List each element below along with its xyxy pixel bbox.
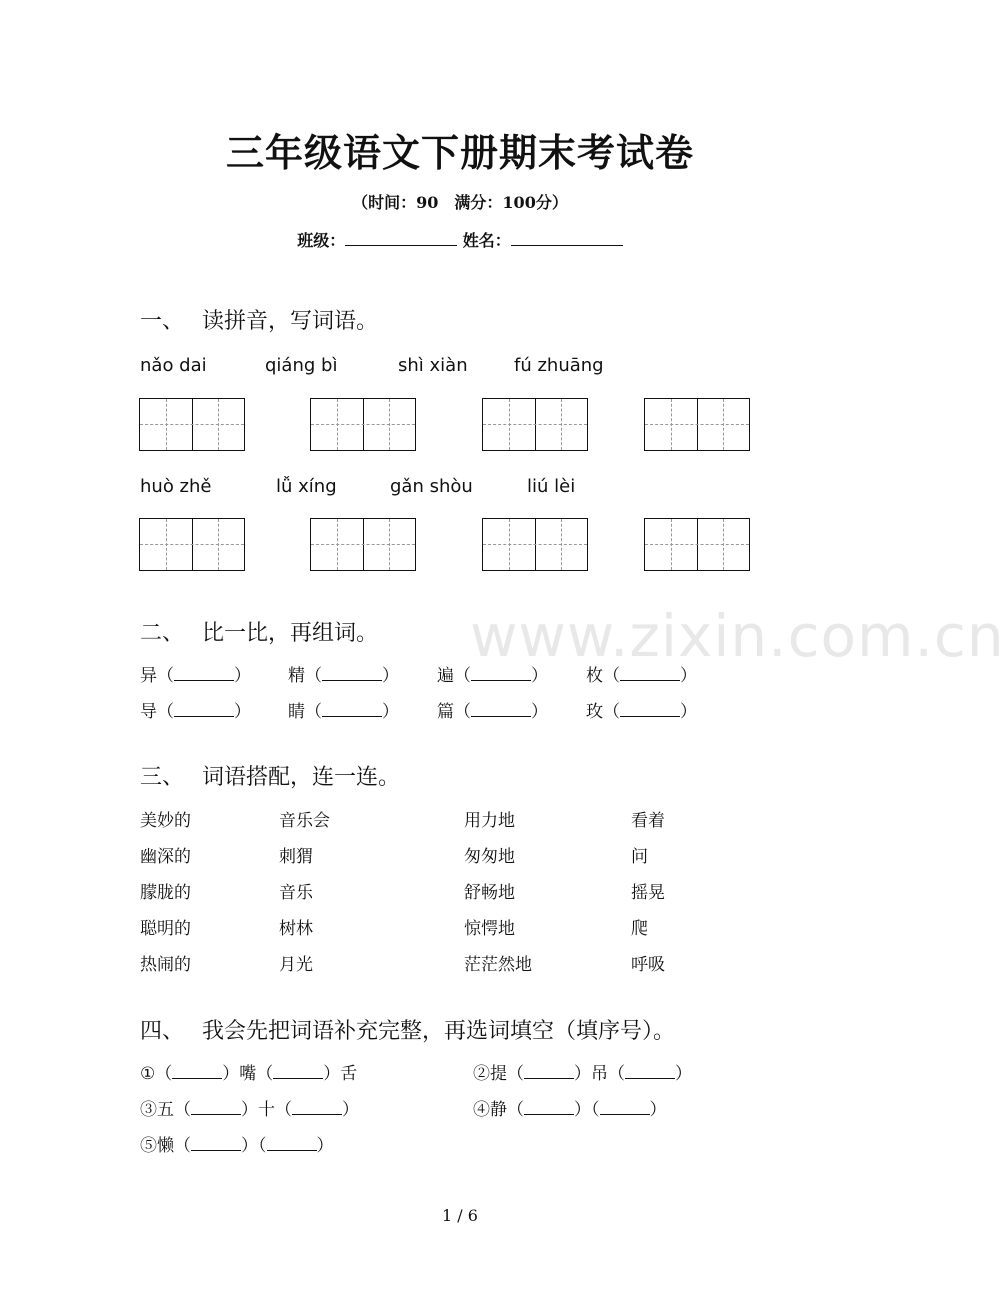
fill-item-5[interactable]: ⑤懒（ ）（ ） [140,1136,334,1156]
match-word[interactable]: 音乐 [279,883,313,903]
match-word[interactable]: 月光 [279,955,313,975]
pinyin-label: shì xiàn [398,355,468,376]
section-number: 二、 [140,621,185,646]
writing-grid[interactable] [644,398,750,451]
match-word[interactable]: 美妙的 [140,811,191,831]
section-4-heading [140,1014,675,1045]
writing-grid[interactable] [139,398,245,451]
fill-item-1[interactable]: ①（ ）嘴（ ）舌 [140,1064,358,1084]
student-info-line [0,228,920,251]
match-word[interactable]: 幽深的 [140,847,191,867]
page-number: 1 / 6 [442,1206,478,1225]
exam-info: （时间：90 满分：100分） [352,193,568,212]
match-word[interactable]: 呼吸 [631,955,665,975]
pinyin-label: qiáng bì [265,355,338,376]
match-word[interactable]: 树林 [279,919,313,939]
pinyin-label: lǚ xíng [276,476,337,497]
word-group-item[interactable]: 睛（ ） [288,702,399,722]
writing-grid[interactable] [482,518,588,571]
watermark: www.zixin.com.cn [470,602,1005,670]
section-2-heading [140,616,378,647]
word-group-item[interactable]: 精（ ） [288,666,399,686]
writing-grid[interactable] [139,518,245,571]
pinyin-label: huò zhě [140,476,212,497]
fill-item-3[interactable]: ③五（ ）十（ ） [140,1100,359,1120]
fill-item-4[interactable]: ④静（ ）（ ） [473,1100,667,1120]
word-group-item[interactable]: 篇（ ） [437,702,548,722]
word-group-item[interactable]: 玫（ ） [586,702,697,722]
section-number: 一、 [140,309,185,334]
section-number: 三、 [140,765,185,790]
section-title: 读拼音，写词语。 [202,309,379,334]
match-word[interactable]: 用力地 [464,811,515,831]
match-word[interactable]: 刺猬 [279,847,313,867]
match-word[interactable]: 惊愕地 [464,919,515,939]
section-title: 我会先把词语补充完整，再选词填空（填序号）。 [202,1019,676,1044]
name-field[interactable] [511,231,623,246]
match-word[interactable]: 聪明的 [140,919,191,939]
writing-grid[interactable] [310,518,416,571]
match-word[interactable]: 热闹的 [140,955,191,975]
writing-grid[interactable] [310,398,416,451]
pinyin-label: fú zhuāng [514,355,604,376]
match-word[interactable]: 匆匆地 [464,847,515,867]
fill-item-2[interactable]: ②提（ ）吊（ ） [473,1064,692,1084]
match-word[interactable]: 朦胧的 [140,883,191,903]
word-group-item[interactable]: 导（ ） [140,702,251,722]
match-word[interactable]: 摇晃 [631,883,665,903]
section-3-heading [140,760,400,791]
writing-grid[interactable] [482,398,588,451]
match-word[interactable]: 看着 [631,811,665,831]
match-word[interactable]: 音乐会 [279,811,330,831]
pinyin-label: nǎo dai [140,355,207,376]
writing-grid[interactable] [644,518,750,571]
page-title: 三年级语文下册期末考试卷 [225,130,694,175]
name-label: 姓名： [462,231,511,250]
section-number: 四、 [140,1019,185,1044]
match-word[interactable]: 爬 [631,919,648,939]
section-1-heading [140,304,378,335]
match-word[interactable]: 舒畅地 [464,883,515,903]
word-group-item[interactable]: 遍（ ） [437,666,548,686]
class-field[interactable] [345,231,457,246]
match-word[interactable]: 问 [631,847,648,867]
match-word[interactable]: 茫茫然地 [464,955,532,975]
class-label: 班级： [297,231,346,250]
word-group-item[interactable]: 异（ ） [140,666,251,686]
pinyin-label: liú lèi [527,476,576,497]
word-group-item[interactable]: 枚（ ） [586,666,697,686]
pinyin-label: gǎn shòu [390,476,473,497]
section-title: 词语搭配，连一连。 [202,765,401,790]
section-title: 比一比，再组词。 [202,621,379,646]
